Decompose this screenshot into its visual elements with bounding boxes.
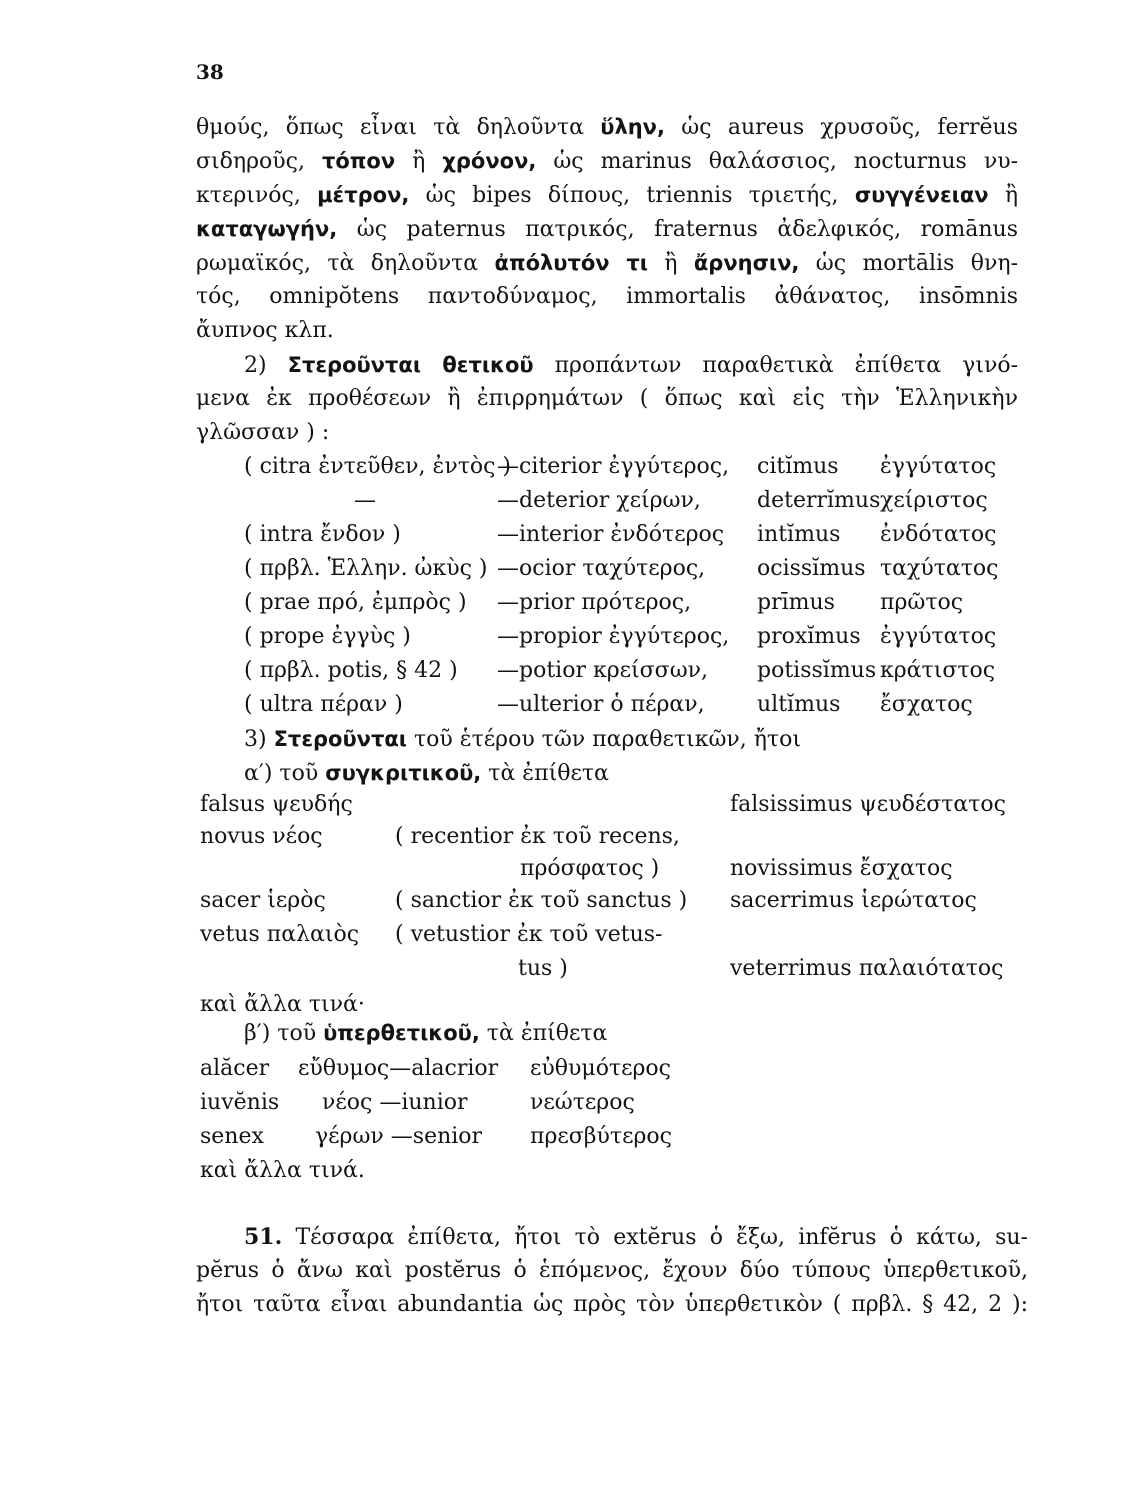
table-cell: εὔθυμος—alacrior: [298, 1056, 499, 1081]
text-line: pĕrus ὁ ἄνω καὶ postĕrus ὁ ἑπόμενος, ἔχουν δύο τύπους ὑπερθετικοῦ,: [196, 1258, 1028, 1283]
text-span: α′) τοῦ: [244, 761, 326, 786]
text-span: 3): [244, 727, 274, 752]
bold-term: Στεροῦνται: [273, 727, 407, 751]
text-line: ἄυπνος κλπ.: [196, 318, 334, 343]
table-cell: —deterior χείρων,: [497, 488, 701, 513]
text-span: κτερινός,: [196, 183, 318, 208]
table-cell: —: [354, 488, 376, 513]
text-span: 2): [244, 353, 288, 378]
table-cell: ἔσχατος: [880, 692, 973, 717]
table-cell: ( sanctior ἐκ τοῦ sanctus ): [395, 888, 688, 913]
table-cell: iuvĕnis: [200, 1090, 280, 1115]
table-cell: ( recentior ἐκ τοῦ recens,: [395, 824, 680, 849]
table-cell: ( πρβλ. potis, § 42 ): [244, 658, 458, 683]
table-cell: ( prae πρό, ἐμπρὸς ): [244, 590, 467, 615]
table-cell: —propior ἐγγύτερος,: [497, 624, 730, 649]
table-cell: falsus ψευδής: [200, 792, 353, 817]
table-cell: ( vetustior ἐκ τοῦ vetus-: [395, 922, 663, 947]
table-cell: veterrimus παλαιότατος: [730, 956, 1004, 981]
text-span: θμούς, ὅπως εἶναι τὰ δηλοῦντα: [196, 115, 601, 140]
bold-term: συγκριτικοῦ,: [325, 761, 482, 785]
table-cell: πρεσβύτερος: [530, 1124, 672, 1149]
text-line: μενα ἐκ προθέσεων ἢ ἐπιρρημάτων ( ὅπως καὶ εἰς τὴν Ἑλληνικὴν: [196, 386, 1018, 411]
table-cell: sacer ἱερὸς: [200, 888, 326, 913]
bold-term: ἀπόλυτόν τι: [494, 251, 648, 275]
table-cell: νέος —iunior: [322, 1090, 468, 1115]
bold-term: Στεροῦνται θετικοῦ: [287, 353, 534, 377]
text-span: τοῦ ἑτέρου τῶν παραθετικῶν, ἤτοι: [406, 727, 801, 752]
table-cell: καὶ ἄλλα τινά·: [200, 992, 365, 1017]
table-cell: ( ultra πέραν ): [244, 692, 403, 717]
bold-term: συγγένειαν: [854, 183, 989, 207]
table-cell: —prior πρότερος,: [497, 590, 692, 615]
table-cell: sacerrimus ἱερώτατος: [730, 888, 977, 913]
bold-term: καταγωγήν,: [196, 217, 338, 241]
text-span: ὡς aureus χρυσοῦς, ferrĕus: [664, 115, 1018, 140]
table-cell: ἐνδότατος: [880, 522, 997, 547]
bold-term: τόπον: [321, 149, 396, 173]
table-cell: intĭmus: [757, 522, 841, 547]
text-line: γλῶσσαν ) :: [196, 420, 330, 445]
text-line: [196, 214, 1018, 245]
table-cell: senex: [200, 1124, 264, 1149]
bold-term: ἄρνησιν,: [693, 251, 800, 275]
table-cell: καὶ ἄλλα τινά.: [200, 1158, 365, 1183]
table-cell: γέρων —senior: [315, 1124, 483, 1149]
table-cell: ( intra ἔνδον ): [244, 522, 401, 547]
text-line: [196, 248, 1018, 279]
text-span: β′) τοῦ: [244, 1021, 324, 1046]
text-span: Τέσσαρα ἐπίθετα, ἤτοι τὸ extĕrus ὁ ἔξω, infĕrus ὁ κάτω, su-: [282, 1225, 1028, 1250]
text-line: [196, 112, 1018, 143]
table-cell: ἐγγύτατος: [880, 624, 997, 649]
text-span: προπάντων παραθετικὰ ἐπίθετα γινό-: [533, 353, 1019, 378]
text-span: σιδηροῦς,: [196, 149, 322, 174]
table-cell: citĭmus: [757, 454, 839, 479]
section-number: 51.: [244, 1224, 283, 1250]
table-cell: κράτιστος: [880, 658, 996, 683]
table-cell: —interior ἐνδότερος: [497, 522, 725, 547]
table-cell: ( πρβλ. Ἑλλην. ὠκὺς ): [244, 556, 488, 581]
text-span: ρωμαϊκός, τὰ δηλοῦντα: [196, 251, 495, 276]
table-cell: —citerior ἐγγύτερος,: [497, 454, 730, 479]
table-cell: tus ): [518, 956, 568, 981]
table-cell: novus νέος: [200, 824, 323, 849]
text-span: ὡς mortālis θνη-: [799, 251, 1018, 276]
table-cell: falsissimus ψευδέστατος: [730, 792, 1006, 817]
table-cell: ocissĭmus: [757, 556, 866, 581]
table-cell: —ocior ταχύτερος,: [497, 556, 706, 581]
text-line: [196, 146, 1018, 177]
text-span: ὡς marinus θαλάσσιος, nocturnus νυ-: [536, 149, 1019, 174]
text-span: ἢ: [395, 149, 443, 174]
table-cell: —ulterior ὁ πέραν,: [497, 692, 705, 717]
table-cell: ταχύτατος: [880, 556, 999, 581]
text-line: ἤτοι ταῦτα εἶναι abundantia ὡς πρὸς τὸν ὑπερθετικὸν ( πρβλ. § 42, 2 ):: [196, 1292, 1028, 1317]
text-line: [244, 350, 1018, 381]
bold-term: μέτρον,: [317, 183, 410, 207]
text-span: ἢ: [988, 183, 1018, 208]
table-cell: vetus παλαιὸς: [200, 922, 360, 947]
table-cell: εὐθυμότερος: [530, 1056, 672, 1081]
text-line: [244, 724, 1066, 755]
text-span: ἢ: [647, 251, 694, 276]
text-line: [244, 1018, 1066, 1049]
bold-term: ὑπερθετικοῦ,: [323, 1021, 480, 1045]
table-cell: novissimus ἔσχατος: [730, 856, 953, 881]
page-number: 38: [196, 60, 224, 84]
table-cell: proxĭmus: [757, 624, 861, 649]
table-cell: ultĭmus: [757, 692, 841, 717]
table-cell: ἐγγύτατος: [880, 454, 997, 479]
table-cell: πρῶτος: [880, 590, 964, 615]
text-line: [244, 1222, 1028, 1253]
text-line: [244, 758, 1066, 789]
table-cell: ( prope ἐγγὺς ): [244, 624, 411, 649]
table-cell: —potior κρείσσων,: [497, 658, 709, 683]
table-cell: ( citra ἐντεῦθεν, ἐντὸς ): [244, 454, 512, 479]
text-span: ὡς bipes δίπους, triennis τριετής,: [409, 183, 855, 208]
bold-term: ὕλην,: [600, 115, 665, 139]
table-cell: potissĭmus: [757, 658, 877, 683]
table-cell: νεώτερος: [530, 1090, 635, 1115]
table-cell: χείριστος: [880, 488, 988, 513]
text-span: τὰ ἐπίθετα: [479, 1021, 608, 1046]
bold-term: χρόνον,: [442, 149, 537, 173]
text-line: τός, omnipŏtens παντοδύναμος, immortalis ἀθάνατος, insōmnis: [196, 284, 1018, 309]
table-cell: alăcer: [200, 1056, 270, 1081]
table-cell: deterrĭmus: [757, 488, 881, 513]
text-span: ὡς paternus πατρικός, fraternus ἀδελφικός, romānus: [337, 217, 1018, 242]
text-span: τὰ ἐπίθετα: [481, 761, 609, 786]
text-line: [196, 180, 1018, 211]
table-cell: πρόσφατος ): [520, 856, 660, 881]
table-cell: prīmus: [757, 590, 835, 615]
